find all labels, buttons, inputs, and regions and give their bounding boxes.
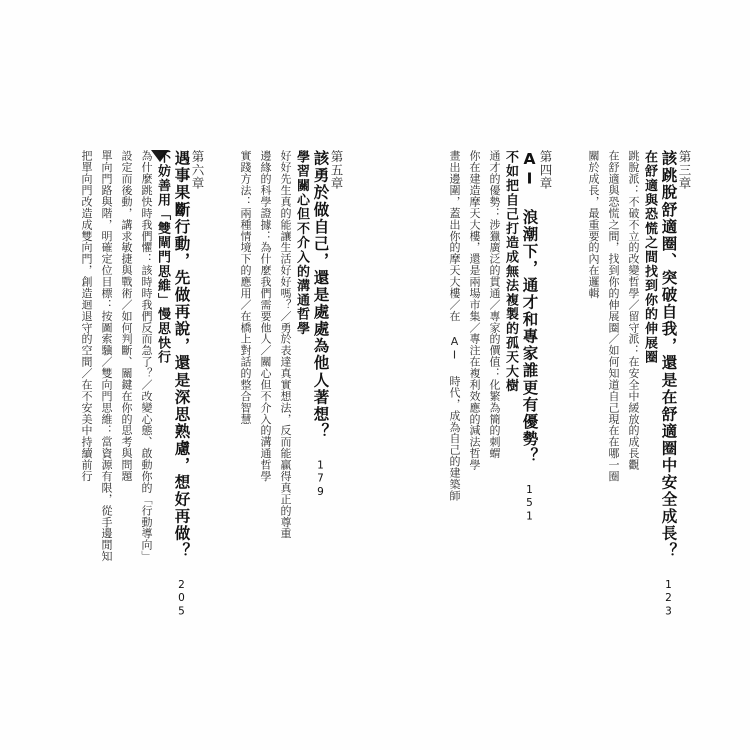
chapter-section-line: 邊緣的科學證據：為什麼我們需要他人／關心但不介入的溝通哲學: [259, 150, 272, 482]
toc-chapter-entry[interactable]: [577, 150, 690, 619]
chapter-title-text: 該勇於做自己，還是處處為他人著想？: [311, 150, 330, 440]
chapter-section-line: 畫出邊圍，蓋出你的摩天大樓／在 AI 時代，成為自己的建築師: [448, 150, 461, 502]
toc-chapter-entry[interactable]: [70, 150, 203, 619]
chapter-page-number: 179: [314, 459, 327, 500]
chapter-section-line: 跳脫派：不破不立的改變哲學／留守派：在安全中緩放的成長觀: [627, 150, 640, 471]
chapter-section-line: 好好先生真的能讓生活好好嗎？／勇於表達真實想法，反而能贏得真正的尊重: [279, 150, 292, 539]
chapter-title-text: 遇事果斷行動，先做再說，還是深思熟慮，想好再做？: [172, 150, 191, 560]
chapter-title-text: AI 浪潮下，通才和專家誰更有優勢？: [520, 150, 539, 465]
chapter-subtitle: 在舒適與恐慌之間找到你的伸展圈: [642, 150, 657, 365]
chapter-section-list: [440, 150, 500, 501]
chapter-title: [312, 150, 328, 499]
chapter-number: 第六章: [190, 150, 205, 190]
chapter-number: 第四章: [538, 150, 553, 190]
chapter-page-number: 123: [662, 578, 675, 619]
chapter-section-line: 關於成長，最重要的內在邏輯: [587, 150, 600, 299]
chapter-subtitle: 不如把自己打造成無法複製的孤天大樹: [503, 150, 518, 394]
chapter-section-line: 實踐方法：兩種情境下的應用／在橋上對話的整合智慧: [239, 150, 252, 425]
chapter-subtitle: 不妨善用「雙閘門思維」慢思快行: [155, 150, 170, 365]
chapter-section-line: 為什麼跳快時我們懼：該時時我們反而急了？／改變心態、啟動你的「行動導向」: [140, 150, 153, 562]
chapter-section-list: [231, 150, 291, 539]
toc-chapter-entry[interactable]: [438, 150, 551, 524]
chapter-title: [660, 150, 676, 619]
table-of-contents: [80, 150, 692, 620]
chapter-number: 第三章: [677, 150, 692, 190]
chapter-section-line: 單向門路與階，明確定位目標：按圖索驥／雙向門思維：當資源有限，從手邊閒知: [100, 150, 113, 562]
chapter-section-list: [579, 150, 639, 482]
chapter-section-line: 把單向門改造成雙向門，創造迴退守的空間／在不安美中持續前行: [80, 150, 93, 482]
chapter-section-line: 通才的優勢：涉獵廣泛的貫通／專家的價值：化繁為簡的刺蝟: [488, 150, 501, 459]
chapter-section-line: 設定而後動，講求敏捷與戰術／如何判斷、關鍵在你的思考與問題: [120, 150, 133, 482]
chapter-title-text: 該跳脫舒適圈、突破自我，還是在舒適圈中安全成長？: [659, 150, 678, 560]
chapter-number: 第五章: [329, 150, 344, 190]
chapter-section-line: 你在建造摩天大樓，還是兩場市集／專注在複利效應的減法哲學: [468, 150, 481, 471]
chapter-page-number: 205: [175, 578, 188, 619]
chapter-section-list: [72, 150, 152, 562]
chapter-page-number: 151: [523, 483, 536, 524]
chapter-title: [173, 150, 189, 619]
toc-chapter-entry[interactable]: [229, 150, 342, 539]
chapter-title: [521, 150, 537, 524]
chapter-section-line: 在舒適與恐慌之間，找到你的伸展圈／如何知道自己現在在哪一圈: [607, 150, 620, 482]
chapter-subtitle: 學習關心但不介入的溝通哲學: [294, 150, 309, 336]
